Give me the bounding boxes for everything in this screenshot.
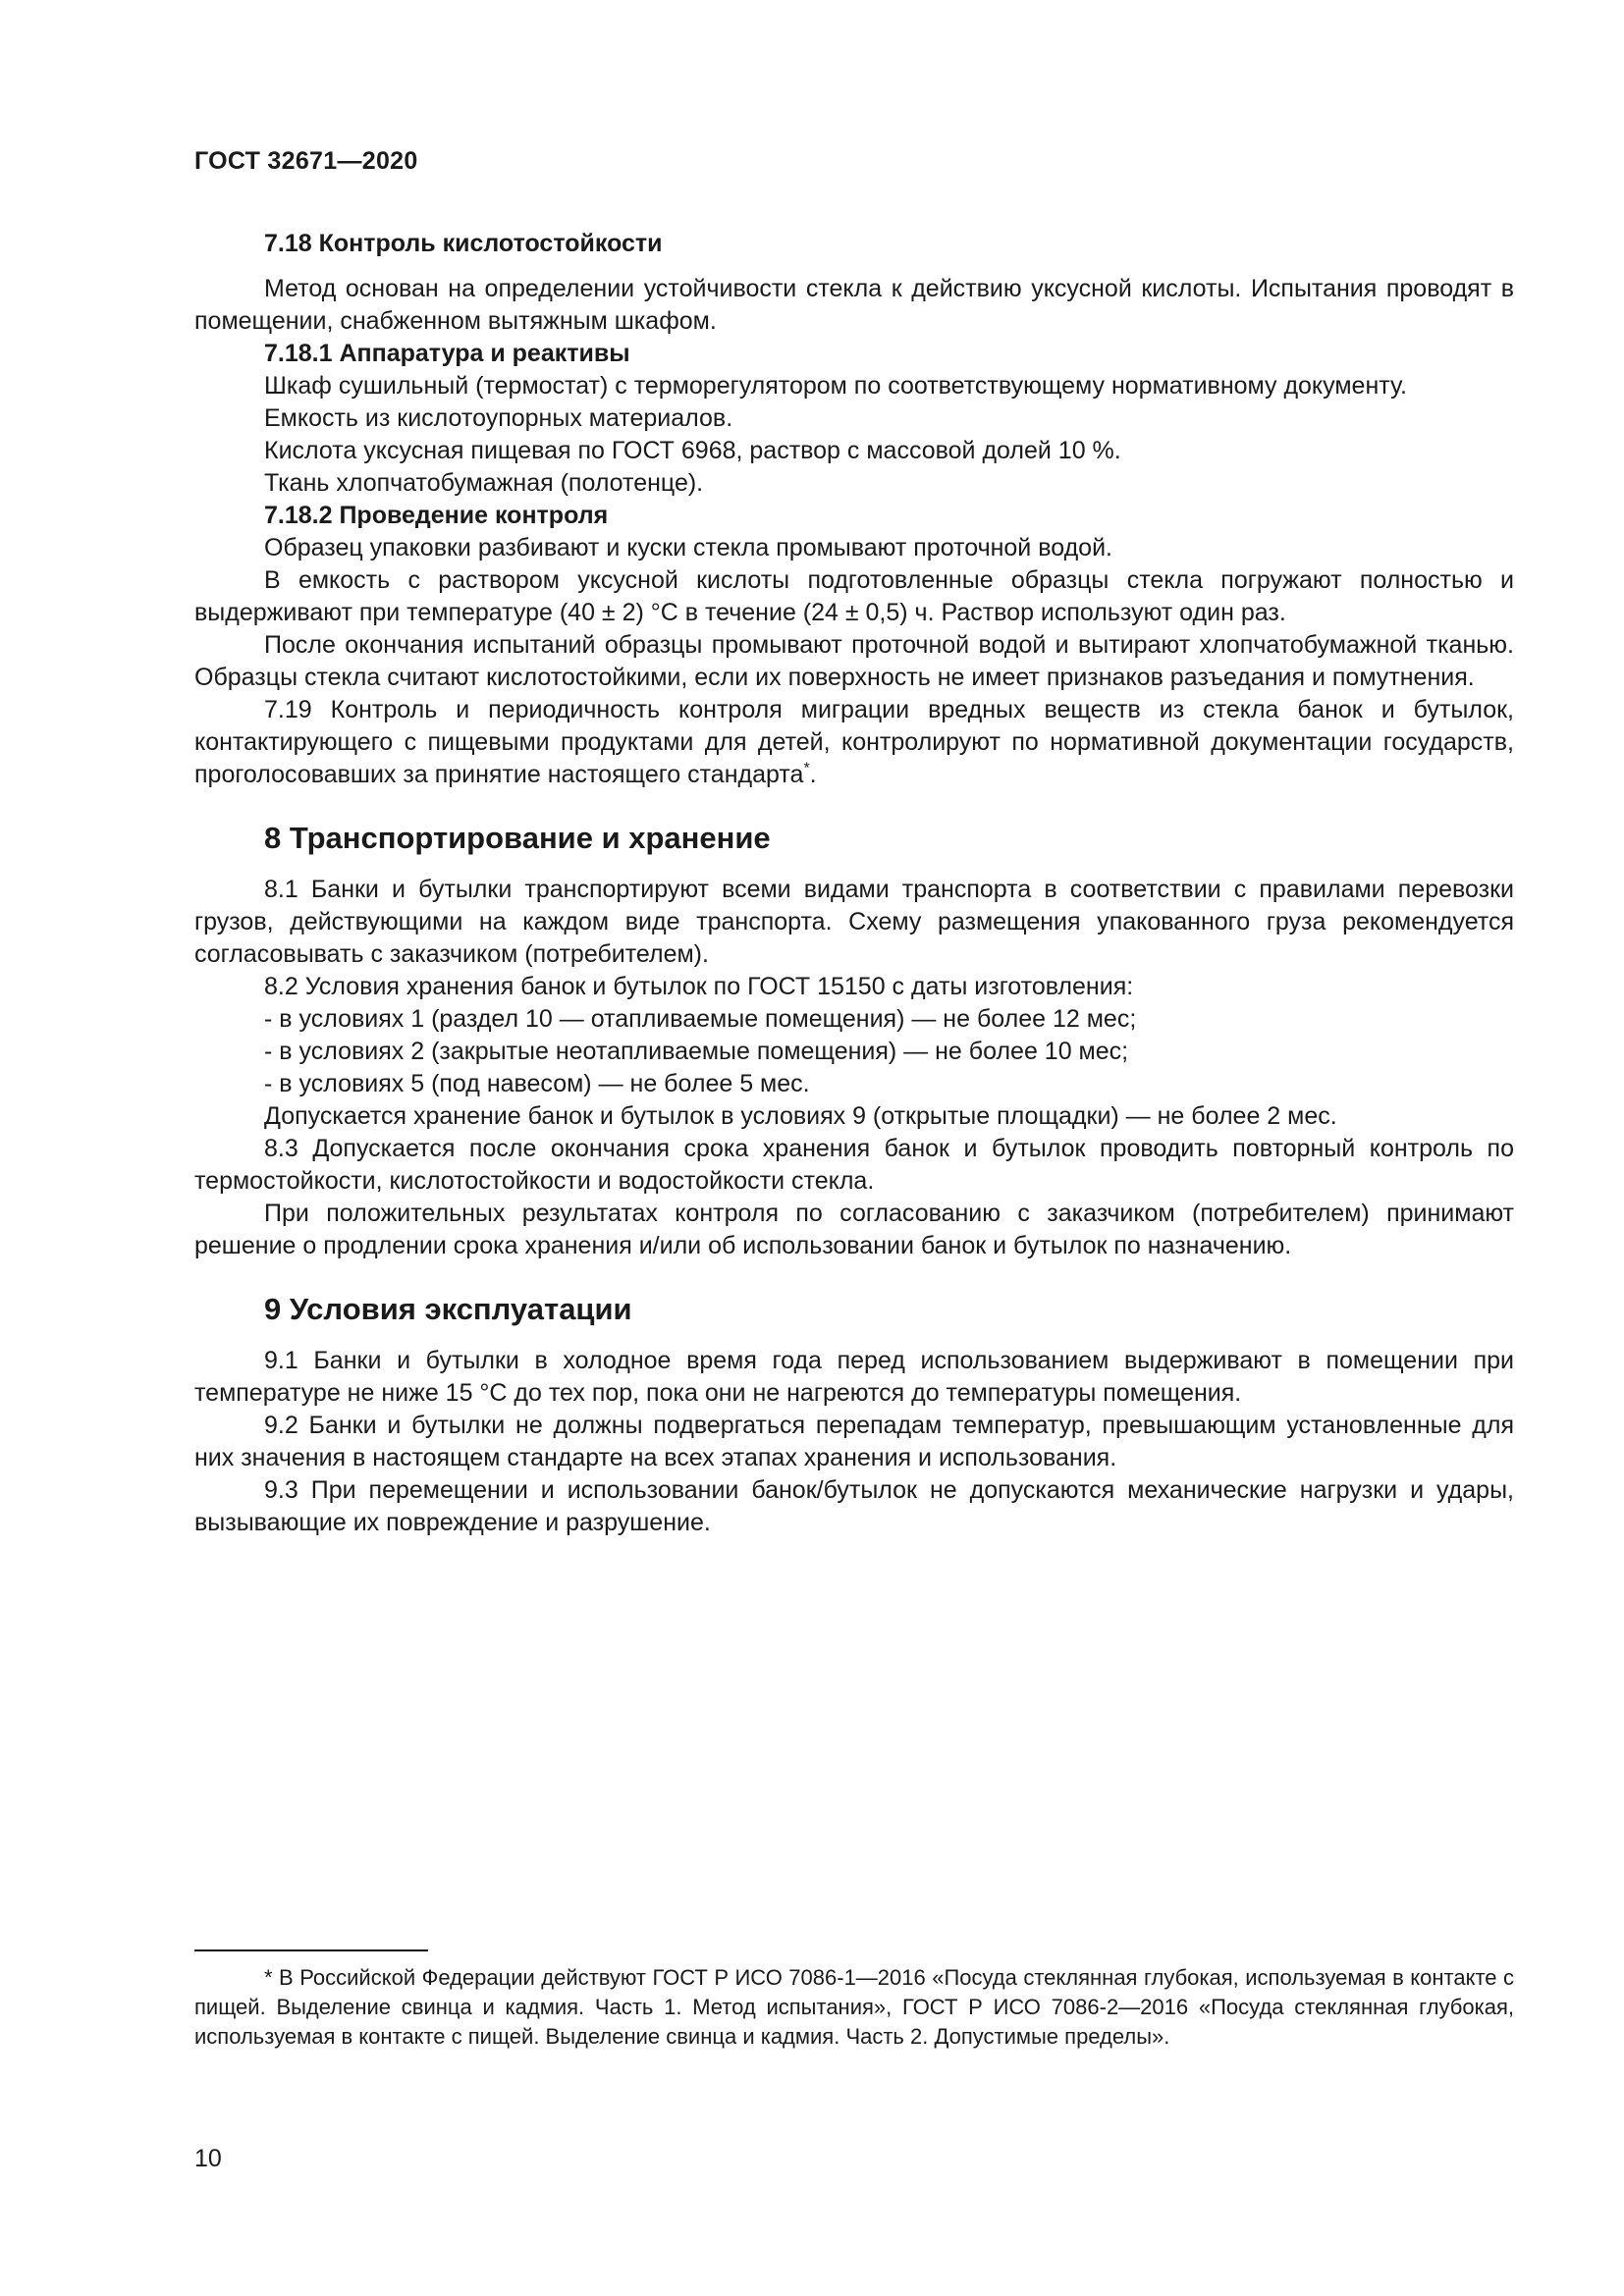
paragraph-7-19-text: 7.19 Контроль и периодичность контроля миграции вредных веществ из стекла банок и бутылок, контактирующего с пищевыми продуктами для детей, контролируют по нормативной документации государств, проголосовавших за принятие настоящего стандарта — [194, 696, 1514, 788]
paragraph-9-3: 9.3 При перемещении и использовании банок/бутылок не допускаются механические нагрузки и удары, вызывающие их повреждение и разрушение. — [194, 1476, 1514, 1536]
footnote: * В Российской Федерации действуют ГОСТ Р ИСО 7086-1—2016 «Посуда стеклянная глубокая, используемая в контакте с пищей. Выделение свинца и кадмия. Часть 1. Метод испытания», ГОСТ Р ИСО 7086-2—2016 «Посуда стеклянная глубокая, используемая в контакте с пищей. Выделение свинца и кадмия. Часть 2. Допустимые пределы». — [194, 1965, 1514, 2049]
list-item: - в условиях 1 (раздел 10 — отапливаемые помещения) — не более 12 мес; — [264, 1005, 1137, 1033]
paragraph-7-19: 7.19 Контроль и периодичность контроля миграции вредных веществ из стекла банок и бутылок, контактирующего с пищевыми продуктами для детей, контролируют по нормативной документации государств, проголосовавших за принятие настоящего стандарта*. — [194, 696, 1514, 788]
equipment-line: Шкаф сушильный (термостат) с терморегулятором по соответствующему нормативному документу. — [264, 372, 1407, 400]
paragraph-7-18-intro: Метод основан на определении устойчивости стекла к действию уксусной кислоты. Испытания проводят в помещении, снабженном вытяжным шкафом. — [194, 275, 1514, 335]
section-heading-7-18: 7.18 Контроль кислотостойкости — [264, 230, 663, 257]
paragraph-8-3: 8.3 Допускается после окончания срока хранения банок и бутылок проводить повторный контроль по термостойкости, кислотостойкости и водостойкости стекла. — [194, 1135, 1514, 1195]
subheading-7-18-1: 7.18.1 Аппаратура и реактивы — [264, 340, 630, 367]
equipment-line: Кислота уксусная пищевая по ГОСТ 6968, раствор с массовой долей 10 %. — [264, 437, 1121, 464]
procedure-paragraph: Образец упаковки разбивают и куски стекла промывают проточной водой. — [264, 534, 1112, 561]
procedure-paragraph: После окончания испытаний образцы промывают проточной водой и вытирают хлопчатобумажной тканью. Образцы стекла считают кислотостойкими, если их поверхность не имеет признаков разъедания и помутнения. — [194, 631, 1514, 691]
equipment-line: Емкость из кислотоупорных материалов. — [264, 404, 733, 432]
paragraph-8-2: 8.2 Условия хранения банок и бутылок по ГОСТ 15150 с даты изготовления: — [264, 973, 1134, 1000]
page-number: 10 — [194, 2145, 222, 2172]
paragraph-8-2-extra: Допускается хранение банок и бутылок в условиях 9 (открытые площадки) — не более 2 мес. — [264, 1102, 1337, 1130]
paragraph-8-3-extra: При положительных результатах контроля по согласованию с заказчиком (потребителем) принимают решение о продлении срока хранения и/или об использовании банок и бутылок по назначению. — [194, 1200, 1514, 1259]
document-header: ГОСТ 32671—2020 — [194, 147, 418, 175]
paragraph-8-1: 8.1 Банки и бутылки транспортируют всеми видами транспорта в соответствии с правилами перевозки грузов, действующими на каждом виде транспорта. Схему размещения упакованного груза рекомендуется согласовывать с заказчиком (потребителем). — [194, 876, 1514, 968]
paragraph-9-1: 9.1 Банки и бутылки в холодное время года перед использованием выдерживают в помещении при температуре не ниже 15 °С до тех пор, пока они не нагреются до температуры помещения. — [194, 1347, 1514, 1407]
equipment-line: Ткань хлопчатобумажная (полотенце). — [264, 469, 704, 497]
footnote-divider — [194, 1949, 428, 1951]
list-item: - в условиях 5 (под навесом) — не более 5 мес. — [264, 1070, 810, 1097]
section-heading-8: 8 Транспортирование и хранение — [264, 821, 771, 855]
procedure-paragraph: В емкость с раствором уксусной кислоты подготовленные образцы стекла погружают полностью и выдерживают при температуре (40 ± 2) °С в течение (24 ± 0,5) ч. Раствор используют один раз. — [194, 566, 1514, 626]
paragraph-9-2: 9.2 Банки и бутылки не должны подвергаться перепадам температур, превышающим установленные для них значения в настоящем стандарте на всех этапах хранения и использования. — [194, 1412, 1514, 1471]
list-item: - в условиях 2 (закрытые неотапливаемые помещения) — не более 10 мес; — [264, 1038, 1129, 1065]
section-7-18 — [194, 228, 1514, 1539]
footnote-reference: * — [803, 760, 810, 777]
subheading-7-18-2: 7.18.2 Проведение контроля — [264, 502, 609, 529]
section-heading-9: 9 Условия эксплуатации — [264, 1292, 632, 1326]
